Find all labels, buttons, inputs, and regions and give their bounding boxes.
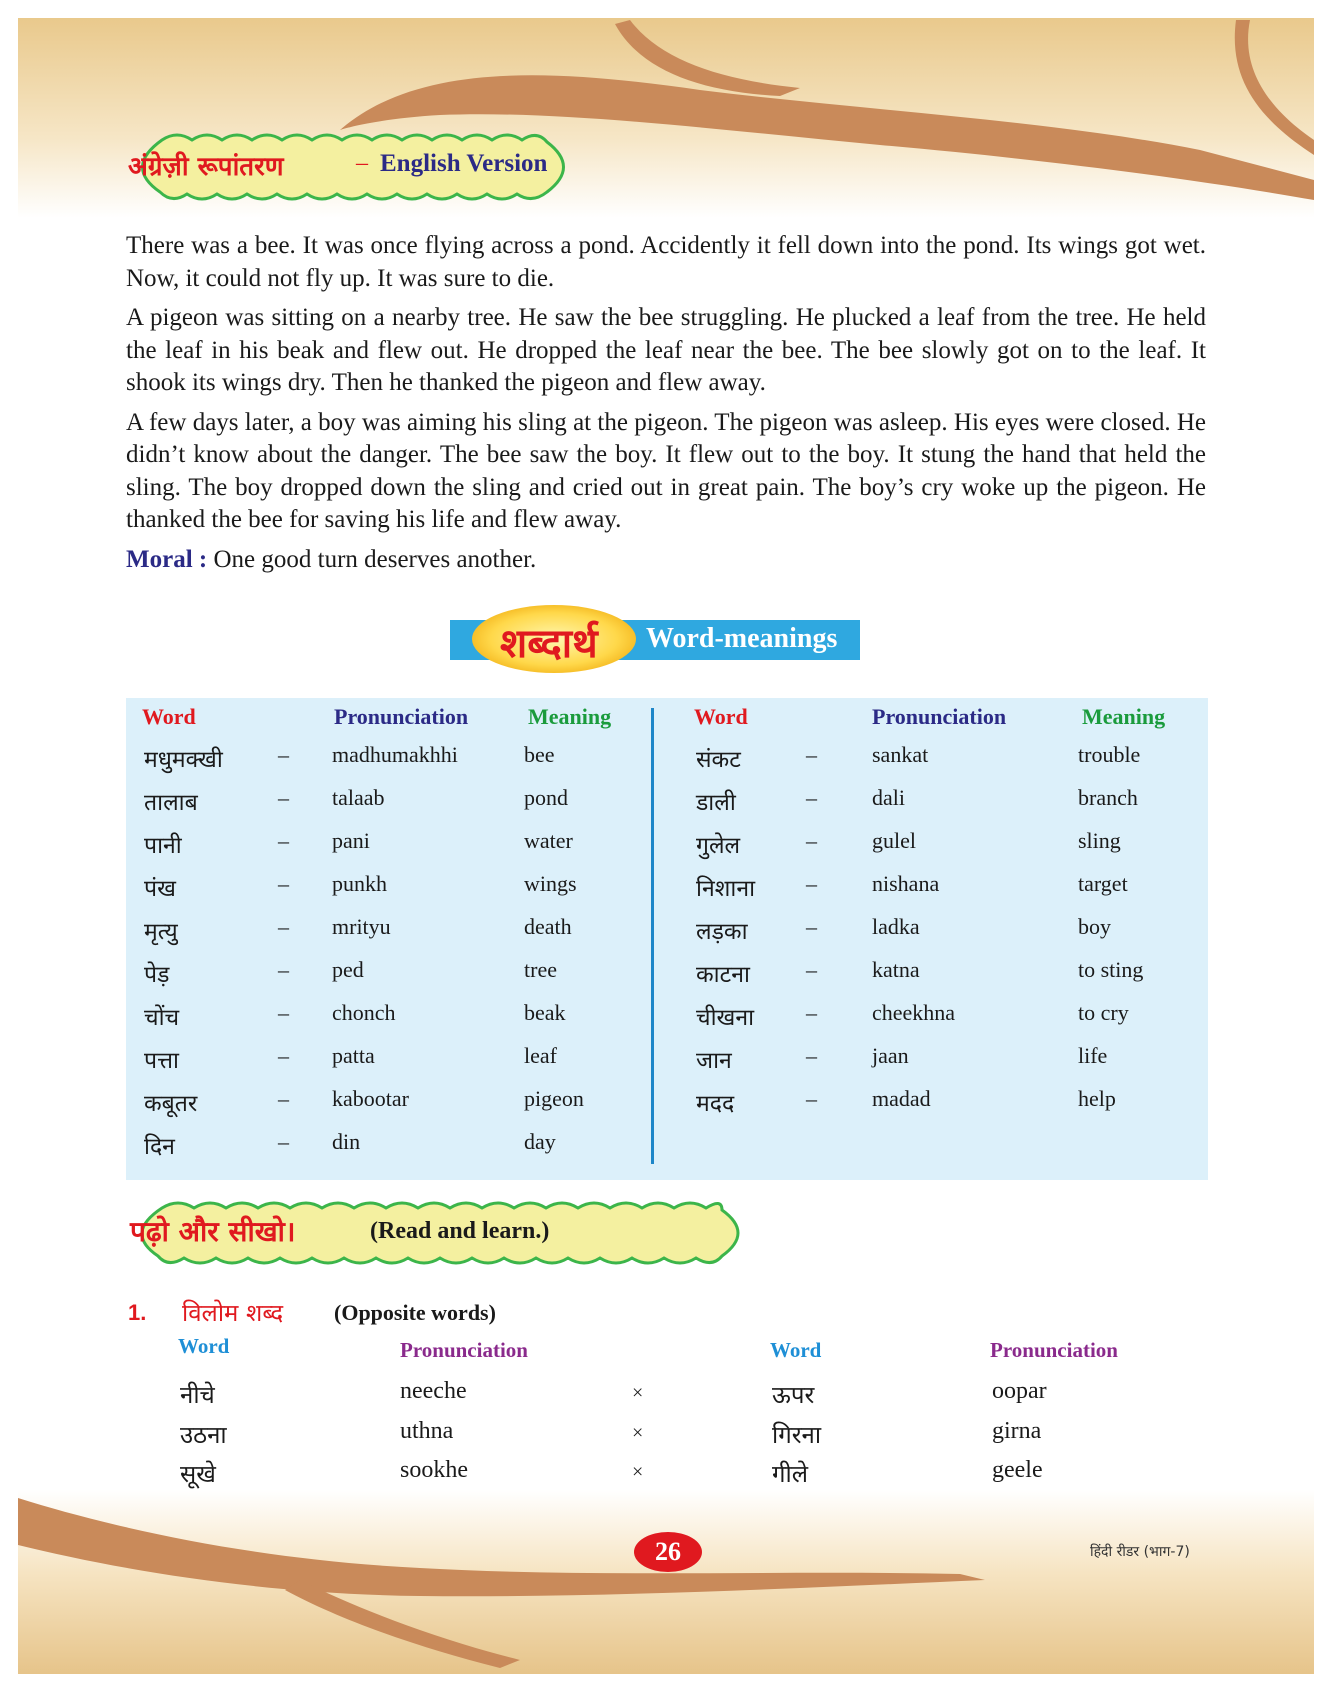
dash: – bbox=[278, 1086, 289, 1111]
opposite-row bbox=[0, 1457, 1200, 1497]
pronunciation: ped bbox=[332, 957, 364, 982]
pronunciation: pani bbox=[332, 828, 370, 853]
section-number: 1. bbox=[128, 1300, 147, 1325]
story-paragraph: There was a bee. It was once flying across a pond. Accidently it fell down into the pond. Its wings got wet. Now, it could not fly up. It was sure to die. bbox=[126, 232, 1206, 292]
hindi-word: सूखे bbox=[180, 1460, 216, 1488]
col-header-pronunciation: Pronunciation bbox=[872, 704, 1007, 729]
pronunciation: chonch bbox=[332, 1000, 396, 1025]
dash: – bbox=[806, 1043, 817, 1068]
bottom-branch-icon bbox=[18, 1498, 985, 1596]
meaning: pond bbox=[524, 785, 568, 810]
opp-col-header-pronunciation: Pronunciation bbox=[400, 1338, 528, 1362]
moral-text: One good turn deserves another. bbox=[213, 545, 537, 573]
hindi-word: पत्ता bbox=[144, 1048, 179, 1074]
table-row bbox=[0, 1000, 1220, 1040]
page-number: 26 bbox=[655, 1537, 681, 1566]
meaning: boy bbox=[1078, 914, 1111, 939]
col-header-word: Word bbox=[142, 704, 196, 729]
hindi-word: लड़का bbox=[696, 919, 748, 945]
dash: – bbox=[278, 1043, 289, 1068]
table-row bbox=[0, 1086, 1220, 1126]
dash: – bbox=[278, 1129, 289, 1154]
opposite-pronunciation: geele bbox=[992, 1457, 1043, 1483]
meaning: death bbox=[524, 914, 572, 939]
story-text bbox=[126, 230, 1206, 583]
meaning: help bbox=[1078, 1086, 1116, 1111]
pronunciation: ladka bbox=[872, 914, 920, 939]
pronunciation: jaan bbox=[872, 1043, 909, 1068]
dash: – bbox=[278, 914, 289, 939]
hindi-word: पेड़ bbox=[144, 962, 170, 988]
opposite-words-hindi-title: विलोम शब्द bbox=[182, 1299, 284, 1327]
dash: – bbox=[806, 828, 817, 853]
opposite-hindi-word: गिरना bbox=[772, 1421, 822, 1449]
dash: – bbox=[278, 828, 289, 853]
hindi-word: दिन bbox=[144, 1134, 175, 1160]
pronunciation: gulel bbox=[872, 828, 916, 853]
hindi-word: नीचे bbox=[180, 1381, 215, 1409]
read-learn-english-title: (Read and learn.) bbox=[370, 1218, 550, 1244]
hindi-word: मृत्यु bbox=[144, 919, 178, 945]
dash: – bbox=[806, 785, 817, 810]
dash: – bbox=[806, 1086, 817, 1111]
dash: – bbox=[278, 871, 289, 896]
meaning: bee bbox=[524, 742, 555, 767]
pronunciation: kabootar bbox=[332, 1086, 409, 1111]
hindi-word: कबूतर bbox=[144, 1091, 198, 1117]
dash: – bbox=[278, 785, 289, 810]
col-header-meaning: Meaning bbox=[1082, 704, 1166, 729]
pronunciation: punkh bbox=[332, 871, 387, 896]
meaning: day bbox=[524, 1129, 556, 1154]
meaning: wings bbox=[524, 871, 577, 896]
pronunciation: dali bbox=[872, 785, 905, 810]
cross-icon: × bbox=[632, 1382, 644, 1404]
pronunciation: sankat bbox=[872, 742, 929, 767]
meaning: sling bbox=[1078, 828, 1121, 853]
meaning: target bbox=[1078, 871, 1128, 896]
pronunciation: talaab bbox=[332, 785, 385, 810]
table-row bbox=[0, 1129, 650, 1169]
table-row bbox=[0, 914, 1220, 954]
hindi-word: काटना bbox=[696, 962, 750, 988]
dash: – bbox=[806, 957, 817, 982]
pronunciation: madhumakhhi bbox=[332, 742, 458, 767]
pronunciation: sookhe bbox=[400, 1457, 468, 1483]
dash: – bbox=[278, 742, 289, 767]
moral-label: Moral : bbox=[126, 545, 208, 573]
table-row bbox=[0, 957, 1220, 997]
pronunciation: katna bbox=[872, 957, 920, 982]
dash: – bbox=[278, 957, 289, 982]
opposite-row bbox=[0, 1418, 1200, 1458]
hindi-word: चोंच bbox=[144, 1005, 180, 1031]
meaning: to cry bbox=[1078, 1000, 1129, 1025]
story-paragraph: A few days later, a boy was aiming his sling at the pigeon. The pigeon was asleep. His eyes were closed. He didn’t know about the danger. The bee saw the boy. It flew out to the boy. It stung the hand that held the sling. The boy dropped down the sling and cried out in great pain. The boy’s cry woke up the pigeon. He thanked the bee for saving his life and flew away. bbox=[126, 408, 1206, 533]
hindi-word: मदद bbox=[696, 1091, 735, 1117]
moral-line bbox=[126, 544, 1206, 577]
read-and-learn-heading bbox=[122, 1200, 754, 1266]
meaning: trouble bbox=[1078, 742, 1141, 767]
read-learn-hindi-title: पढ़ो और सीखो। bbox=[130, 1215, 296, 1248]
col-header-word: Word bbox=[694, 704, 748, 729]
meaning: life bbox=[1078, 1043, 1108, 1068]
english-version-heading bbox=[122, 132, 582, 202]
pronunciation: neeche bbox=[400, 1378, 467, 1404]
table-row bbox=[0, 828, 1220, 868]
english-version-hindi-title: अंग्रेज़ी रूपांतरण bbox=[128, 152, 284, 182]
cross-icon: × bbox=[632, 1422, 644, 1444]
pronunciation: uthna bbox=[400, 1418, 454, 1444]
opp-col-header-pronunciation: Pronunciation bbox=[990, 1338, 1118, 1362]
meaning: tree bbox=[524, 957, 557, 982]
book-title: हिंदी रीडर (भाग-7) bbox=[1090, 1544, 1190, 1560]
hindi-word: संकट bbox=[696, 747, 741, 773]
opp-col-header-word: Word bbox=[770, 1338, 822, 1362]
dash: – bbox=[806, 871, 817, 896]
hindi-word: मधुमक्खी bbox=[144, 747, 223, 773]
pronunciation: nishana bbox=[872, 871, 940, 896]
meaning: branch bbox=[1078, 785, 1138, 810]
opposite-hindi-word: गीले bbox=[772, 1460, 808, 1488]
meaning: leaf bbox=[524, 1043, 557, 1068]
col-header-pronunciation: Pronunciation bbox=[334, 704, 469, 729]
hindi-word: डाली bbox=[696, 790, 736, 816]
meaning: water bbox=[524, 828, 573, 853]
cross-icon: × bbox=[632, 1461, 644, 1483]
pronunciation: patta bbox=[332, 1043, 375, 1068]
table-row bbox=[0, 1043, 1220, 1083]
dash: – bbox=[806, 1000, 817, 1025]
table-row bbox=[0, 742, 1220, 782]
story-paragraph: A pigeon was sitting on a nearby tree. He saw the bee struggling. He plucked a leaf from the tree. He held the leaf in his beak and flew out. He dropped the leaf near the bee. The bee slowly got on to the leaf. It shook its wings dry. Then he thanked the pigeon and flew away. bbox=[126, 304, 1206, 396]
word-meanings-english-title: Word-meanings bbox=[646, 623, 838, 654]
hindi-word: निशाना bbox=[696, 876, 756, 902]
hindi-word: पंख bbox=[144, 876, 176, 902]
opposite-words-english-title: (Opposite words) bbox=[334, 1300, 496, 1325]
word-meanings-hindi-title: शब्दार्थ bbox=[500, 621, 598, 667]
pronunciation: din bbox=[332, 1129, 361, 1154]
dash: – bbox=[278, 1000, 289, 1025]
opposite-pronunciation: girna bbox=[992, 1418, 1042, 1444]
opp-col-header-word: Word bbox=[178, 1334, 230, 1358]
pronunciation: cheekhna bbox=[872, 1000, 956, 1025]
english-version-dash: – bbox=[356, 150, 368, 176]
col-header-meaning: Meaning bbox=[528, 704, 612, 729]
dash: – bbox=[806, 914, 817, 939]
hindi-word: पानी bbox=[144, 833, 182, 859]
hindi-word: उठना bbox=[180, 1421, 227, 1449]
opposite-pronunciation: oopar bbox=[992, 1378, 1047, 1404]
table-row bbox=[0, 871, 1220, 911]
opposite-hindi-word: ऊपर bbox=[772, 1381, 815, 1409]
pronunciation: madad bbox=[872, 1086, 931, 1111]
meaning: to sting bbox=[1078, 957, 1144, 982]
english-version-title: English Version bbox=[380, 150, 548, 177]
table-row bbox=[0, 785, 1220, 825]
dash: – bbox=[806, 742, 817, 767]
hindi-word: जान bbox=[696, 1048, 732, 1074]
meaning: beak bbox=[524, 1000, 566, 1025]
hindi-word: चीखना bbox=[696, 1005, 755, 1031]
hindi-word: गुलेल bbox=[696, 833, 741, 859]
meaning: pigeon bbox=[524, 1086, 584, 1111]
hindi-word: तालाब bbox=[144, 790, 198, 816]
opposite-row bbox=[0, 1378, 1200, 1418]
pronunciation: mrityu bbox=[332, 914, 391, 939]
